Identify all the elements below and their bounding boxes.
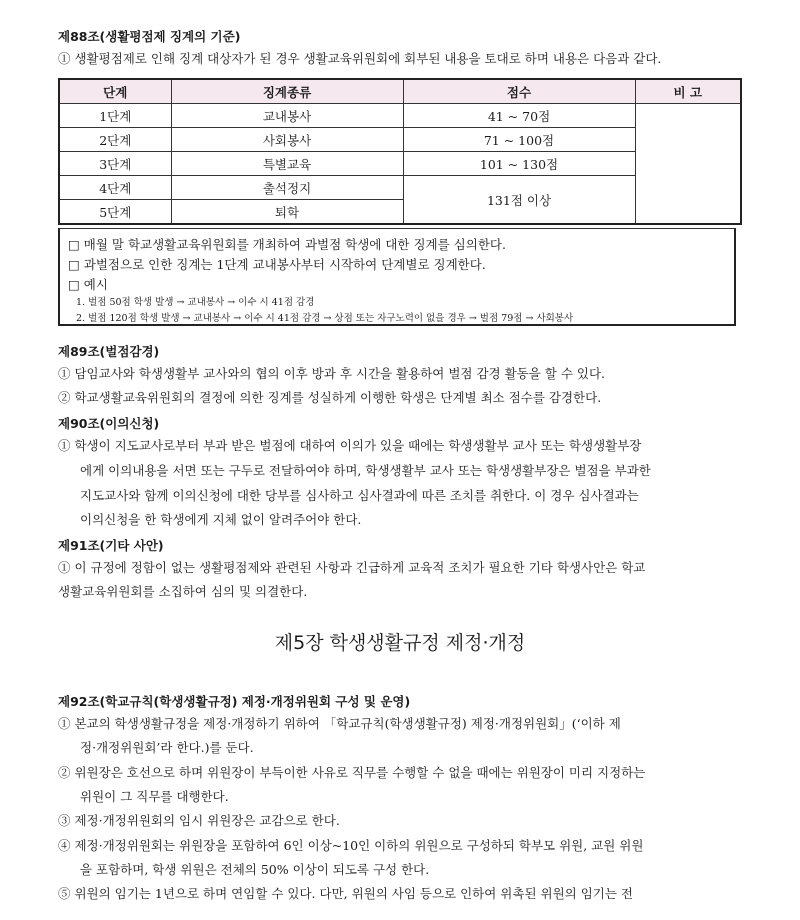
article-91-line: ① 이 규정에 정함이 없는 생활평점제와 관련된 사항과 긴급하게 교육적 조치가 필요한 기타 학생사안은 학교 bbox=[58, 560, 646, 575]
article-90-line: 지도교사와 함께 이의신청에 대한 당부를 심사하고 심사결과에 따른 조치를 취한다. 이 경우 심사결과는 bbox=[80, 488, 639, 503]
cell-kind: 출석정지 bbox=[171, 176, 403, 200]
article-90-line: ① 학생이 지도교사로부터 부과 받은 벌점에 대하여 이의가 있을 때에는 학생생활부 교사 또는 학생생활부장 bbox=[58, 438, 642, 453]
table-header-row bbox=[59, 79, 741, 104]
article-91-title: 제91조(기타 사안) bbox=[58, 538, 164, 553]
article-92-line: 정·개정위원회’라 한다.)를 둔다. bbox=[80, 740, 254, 755]
article-89-line: ① 담임교사와 학생생활부 교사와의 협의 이후 방과 후 시간을 활용하여 벌점 감경 활동을 할 수 있다. bbox=[58, 366, 606, 381]
cell-score: 41 ~ 70점 bbox=[403, 104, 635, 128]
note-line: □ 예시 bbox=[68, 277, 108, 292]
example-line: 1. 벌점 50점 학생 발생 → 교내봉사 → 이수 시 41점 감경 bbox=[76, 297, 315, 308]
cell-stage: 3단계 bbox=[59, 152, 171, 176]
cell-stage: 1단계 bbox=[59, 104, 171, 128]
header-remark: 비 고 bbox=[635, 79, 741, 104]
cell-stage: 5단계 bbox=[59, 200, 171, 225]
article-88-paragraph-1: ① 생활평점제로 인해 징계 대상자가 된 경우 생활교육위원회에 회부된 내용을 토대로 하며 내용은 다음과 같다. bbox=[58, 51, 662, 66]
article-92-line: ⑤ 위원의 임기는 1년으로 하며 연임할 수 있다. 다만, 위원의 사임 등으로 인하여 위촉된 위원의 임기는 전 bbox=[58, 886, 633, 901]
cell-score: 131점 이상 bbox=[403, 176, 635, 225]
cell-remark bbox=[635, 104, 741, 225]
header-stage: 단계 bbox=[59, 79, 171, 104]
example-line: 2. 벌점 120점 학생 발생 → 교내봉사 → 이수 시 41점 감경 → 상점 또는 자구노력이 없을 경우 → 벌점 79점 → 사회봉사 bbox=[76, 313, 574, 324]
article-90-line: 이의신청을 한 학생에게 지체 없이 알려주어야 한다. bbox=[80, 512, 362, 527]
cell-stage: 4단계 bbox=[59, 176, 171, 200]
article-92-line: ③ 제정·개정위원회의 임시 위원장은 교감으로 한다. bbox=[58, 813, 340, 828]
note-line: □ 매월 말 학교생활교육위원회를 개최하여 과벌점 학생에 대한 징계를 심의한다. bbox=[68, 237, 506, 252]
table-row bbox=[59, 104, 741, 128]
cell-kind: 퇴학 bbox=[171, 200, 403, 225]
discipline-table bbox=[58, 78, 742, 225]
article-92-line: ④ 제정·개정위원회는 위원장을 포함하여 6인 이상~10인 이하의 위원으로 구성하되 학부모 위원, 교원 위원 bbox=[58, 838, 644, 853]
article-92-line: 위원이 그 직무를 대행한다. bbox=[80, 789, 229, 804]
article-88-title: 제88조(생활평점제 징계의 기준) bbox=[58, 29, 241, 44]
article-92-line: ② 위원장은 호선으로 하며 위원장이 부득이한 사유로 직무를 수행할 수 없을 때에는 위원장이 미리 지정하는 bbox=[58, 765, 646, 780]
article-89-line: ② 학교생활교육위원회의 결정에 의한 징계를 성실하게 이행한 학생은 단계별 최소 점수를 감경한다. bbox=[58, 390, 602, 405]
article-90-title: 제90조(이의신청) bbox=[58, 416, 160, 431]
article-90-line: 에게 이의내용을 서면 또는 구두로 전달하여야 하며, 학생생활부 교사 또는 학생생활부장은 벌점을 부과한 bbox=[80, 463, 651, 478]
header-score: 점수 bbox=[403, 79, 635, 104]
cell-kind: 사회봉사 bbox=[171, 128, 403, 152]
header-kind: 징계종류 bbox=[171, 79, 403, 104]
table-notes-box bbox=[58, 228, 736, 326]
article-92-line: ① 본교의 학생생활규정을 제정·개정하기 위하여 「학교규칙(학생생활규정) 제정·개정위원회」(‘이하 제 bbox=[58, 716, 621, 731]
cell-kind: 특별교육 bbox=[171, 152, 403, 176]
article-92-line: 을 포함하며, 학생 위원은 전체의 50% 이상이 되도록 구성 한다. bbox=[80, 862, 430, 877]
cell-score: 71 ~ 100점 bbox=[403, 128, 635, 152]
article-89-title: 제89조(벌점감경) bbox=[58, 344, 160, 359]
cell-score: 101 ~ 130점 bbox=[403, 152, 635, 176]
chapter-title: 제5장 학생생활규정 제정·개정 bbox=[274, 632, 526, 654]
article-92-title: 제92조(학교규칙(학생생활규정) 제정·개정위원회 구성 및 운영) bbox=[58, 694, 411, 709]
article-91-line: 생활교육위원회를 소집하여 심의 및 의결한다. bbox=[58, 584, 308, 599]
cell-kind: 교내봉사 bbox=[171, 104, 403, 128]
cell-stage: 2단계 bbox=[59, 128, 171, 152]
note-line: □ 과벌점으로 인한 징계는 1단계 교내봉사부터 시작하여 단계별로 징계한다. bbox=[68, 257, 486, 272]
